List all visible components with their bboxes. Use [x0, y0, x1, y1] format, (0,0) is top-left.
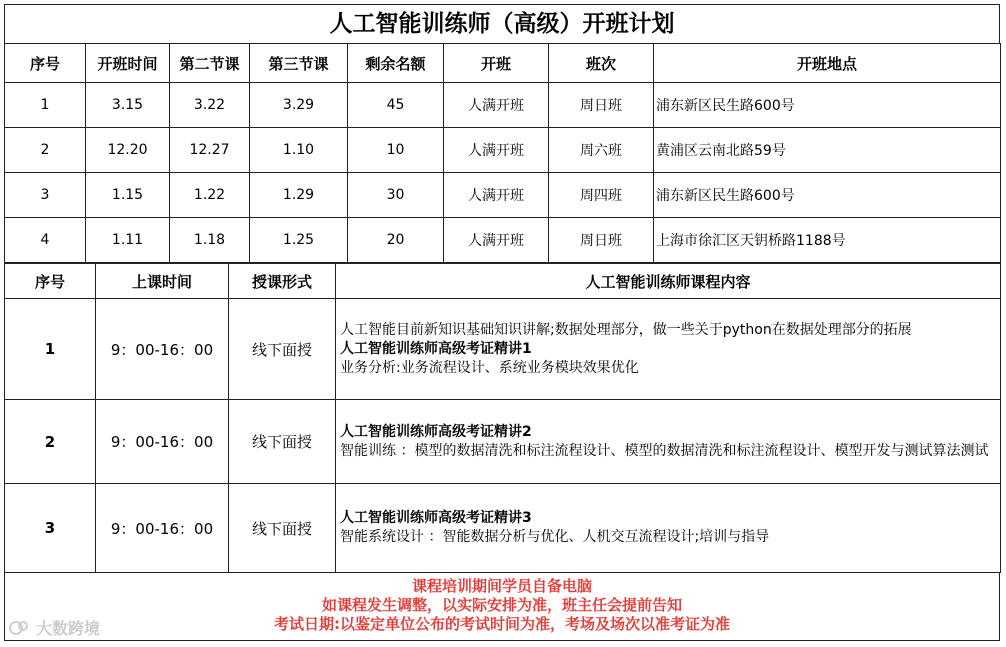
table-cell: 1.11 [86, 218, 170, 263]
header-cell: 序号 [5, 44, 86, 83]
table-row [5, 128, 1001, 173]
table-cell: 12.27 [170, 128, 250, 173]
header-cell: 上课时间 [96, 264, 229, 299]
table-cell: 周日班 [549, 83, 654, 128]
table-cell: 人满开班 [444, 128, 549, 173]
watermark-logo-icon [8, 619, 30, 637]
table-cell: 人满开班 [444, 83, 549, 128]
header-cell: 开班 [444, 44, 549, 83]
schedule-header-row [5, 44, 1001, 83]
table-cell: 10 [348, 128, 444, 173]
content-heading: 人工智能训练师高级考证精讲3 [340, 510, 532, 526]
table-cell: 3 [5, 173, 86, 218]
content-heading: 人工智能训练师高级考证精讲2 [340, 423, 532, 440]
table-cell: 1.29 [250, 173, 348, 218]
table-cell: 周六班 [549, 128, 654, 173]
watermark [8, 616, 100, 639]
table-cell: 12.20 [86, 128, 170, 173]
table-cell: 人满开班 [444, 218, 549, 263]
header-cell: 班次 [549, 44, 654, 83]
table-cell: 人满开班 [444, 173, 549, 218]
schedule-table [4, 43, 1001, 263]
address-cell: 上海市徐汇区天钥桥路1188号 [654, 218, 1001, 263]
course-content [336, 400, 1001, 484]
table-cell: 1.22 [170, 173, 250, 218]
course-index: 3 [5, 484, 96, 573]
content-text: 业务分析:业务流程设计、系统业务模块效果优化 [340, 359, 639, 376]
content-text: 智能训练 ：模型的数据清洗和标注流程设计、模型的数据清洗和标注流程设计、模型开发与测试算法测试 [340, 442, 989, 459]
table-cell: 2 [5, 128, 86, 173]
header-cell: 授课形式 [229, 264, 336, 299]
note-line: 课程培训期间学员自备电脑 [411, 577, 592, 595]
course-time: 9：00-16：00 [96, 484, 229, 573]
notes-block [4, 573, 1000, 641]
table-cell: 3.15 [86, 83, 170, 128]
course-time: 9：00-16：00 [96, 299, 229, 400]
table-row [5, 83, 1001, 128]
table-cell: 45 [348, 83, 444, 128]
address-cell: 浦东新区民生路600号 [654, 83, 1001, 128]
header-cell: 开班地点 [654, 44, 1001, 83]
table-row [5, 218, 1001, 263]
table-cell: 20 [348, 218, 444, 263]
address-cell: 黄浦区云南北路59号 [654, 128, 1001, 173]
course-content [336, 484, 1001, 573]
note-line: 考试日期:以鉴定单位公布的考试时间为准，考场及场次以准考证为准 [273, 615, 730, 633]
course-content [336, 299, 1001, 400]
table-cell: 1.18 [170, 218, 250, 263]
course-mode: 线下面授 [229, 400, 336, 484]
content-text: 智能系统设计 ：智能数据分析与优化、人机交互流程设计;培训与指导 [340, 529, 770, 545]
table-cell: 周日班 [549, 218, 654, 263]
course-index: 1 [5, 299, 96, 400]
course-index: 2 [5, 400, 96, 484]
table-cell: 1.15 [86, 173, 170, 218]
table-cell: 30 [348, 173, 444, 218]
table-row [5, 400, 1001, 484]
header-cell: 第二节课 [170, 44, 250, 83]
header-cell: 序号 [5, 264, 96, 299]
course-mode: 线下面授 [229, 484, 336, 573]
table-row [5, 484, 1001, 573]
table-cell: 4 [5, 218, 86, 263]
header-cell: 开班时间 [86, 44, 170, 83]
course-time: 9：00-16：00 [96, 400, 229, 484]
note-line: 如课程发生调整，以实际安排为准，班主任会提前告知 [321, 596, 682, 614]
content-text: 人工智能目前新知识基础知识讲解;数据处理部分，做一些关于python在数据处理部分的拓展 [340, 321, 912, 338]
watermark-text: 大数跨境 [36, 619, 101, 638]
table-cell: 周四班 [549, 173, 654, 218]
table-row [5, 299, 1001, 400]
spreadsheet [4, 4, 1000, 641]
table-cell: 3.29 [250, 83, 348, 128]
course-table [4, 263, 1001, 573]
table-cell: 3.22 [170, 83, 250, 128]
content-heading: 人工智能训练师高级考证精讲1 [340, 340, 532, 357]
course-header-row [5, 264, 1001, 299]
page-title: 人工智能训练师（高级）开班计划 [4, 4, 1000, 43]
header-cell: 人工智能训练师课程内容 [336, 264, 1001, 299]
table-cell: 1.10 [250, 128, 348, 173]
header-cell: 剩余名额 [348, 44, 444, 83]
table-row [5, 173, 1001, 218]
address-cell: 浦东新区民生路600号 [654, 173, 1001, 218]
course-mode: 线下面授 [229, 299, 336, 400]
table-cell: 1 [5, 83, 86, 128]
header-cell: 第三节课 [250, 44, 348, 83]
table-cell: 1.25 [250, 218, 348, 263]
